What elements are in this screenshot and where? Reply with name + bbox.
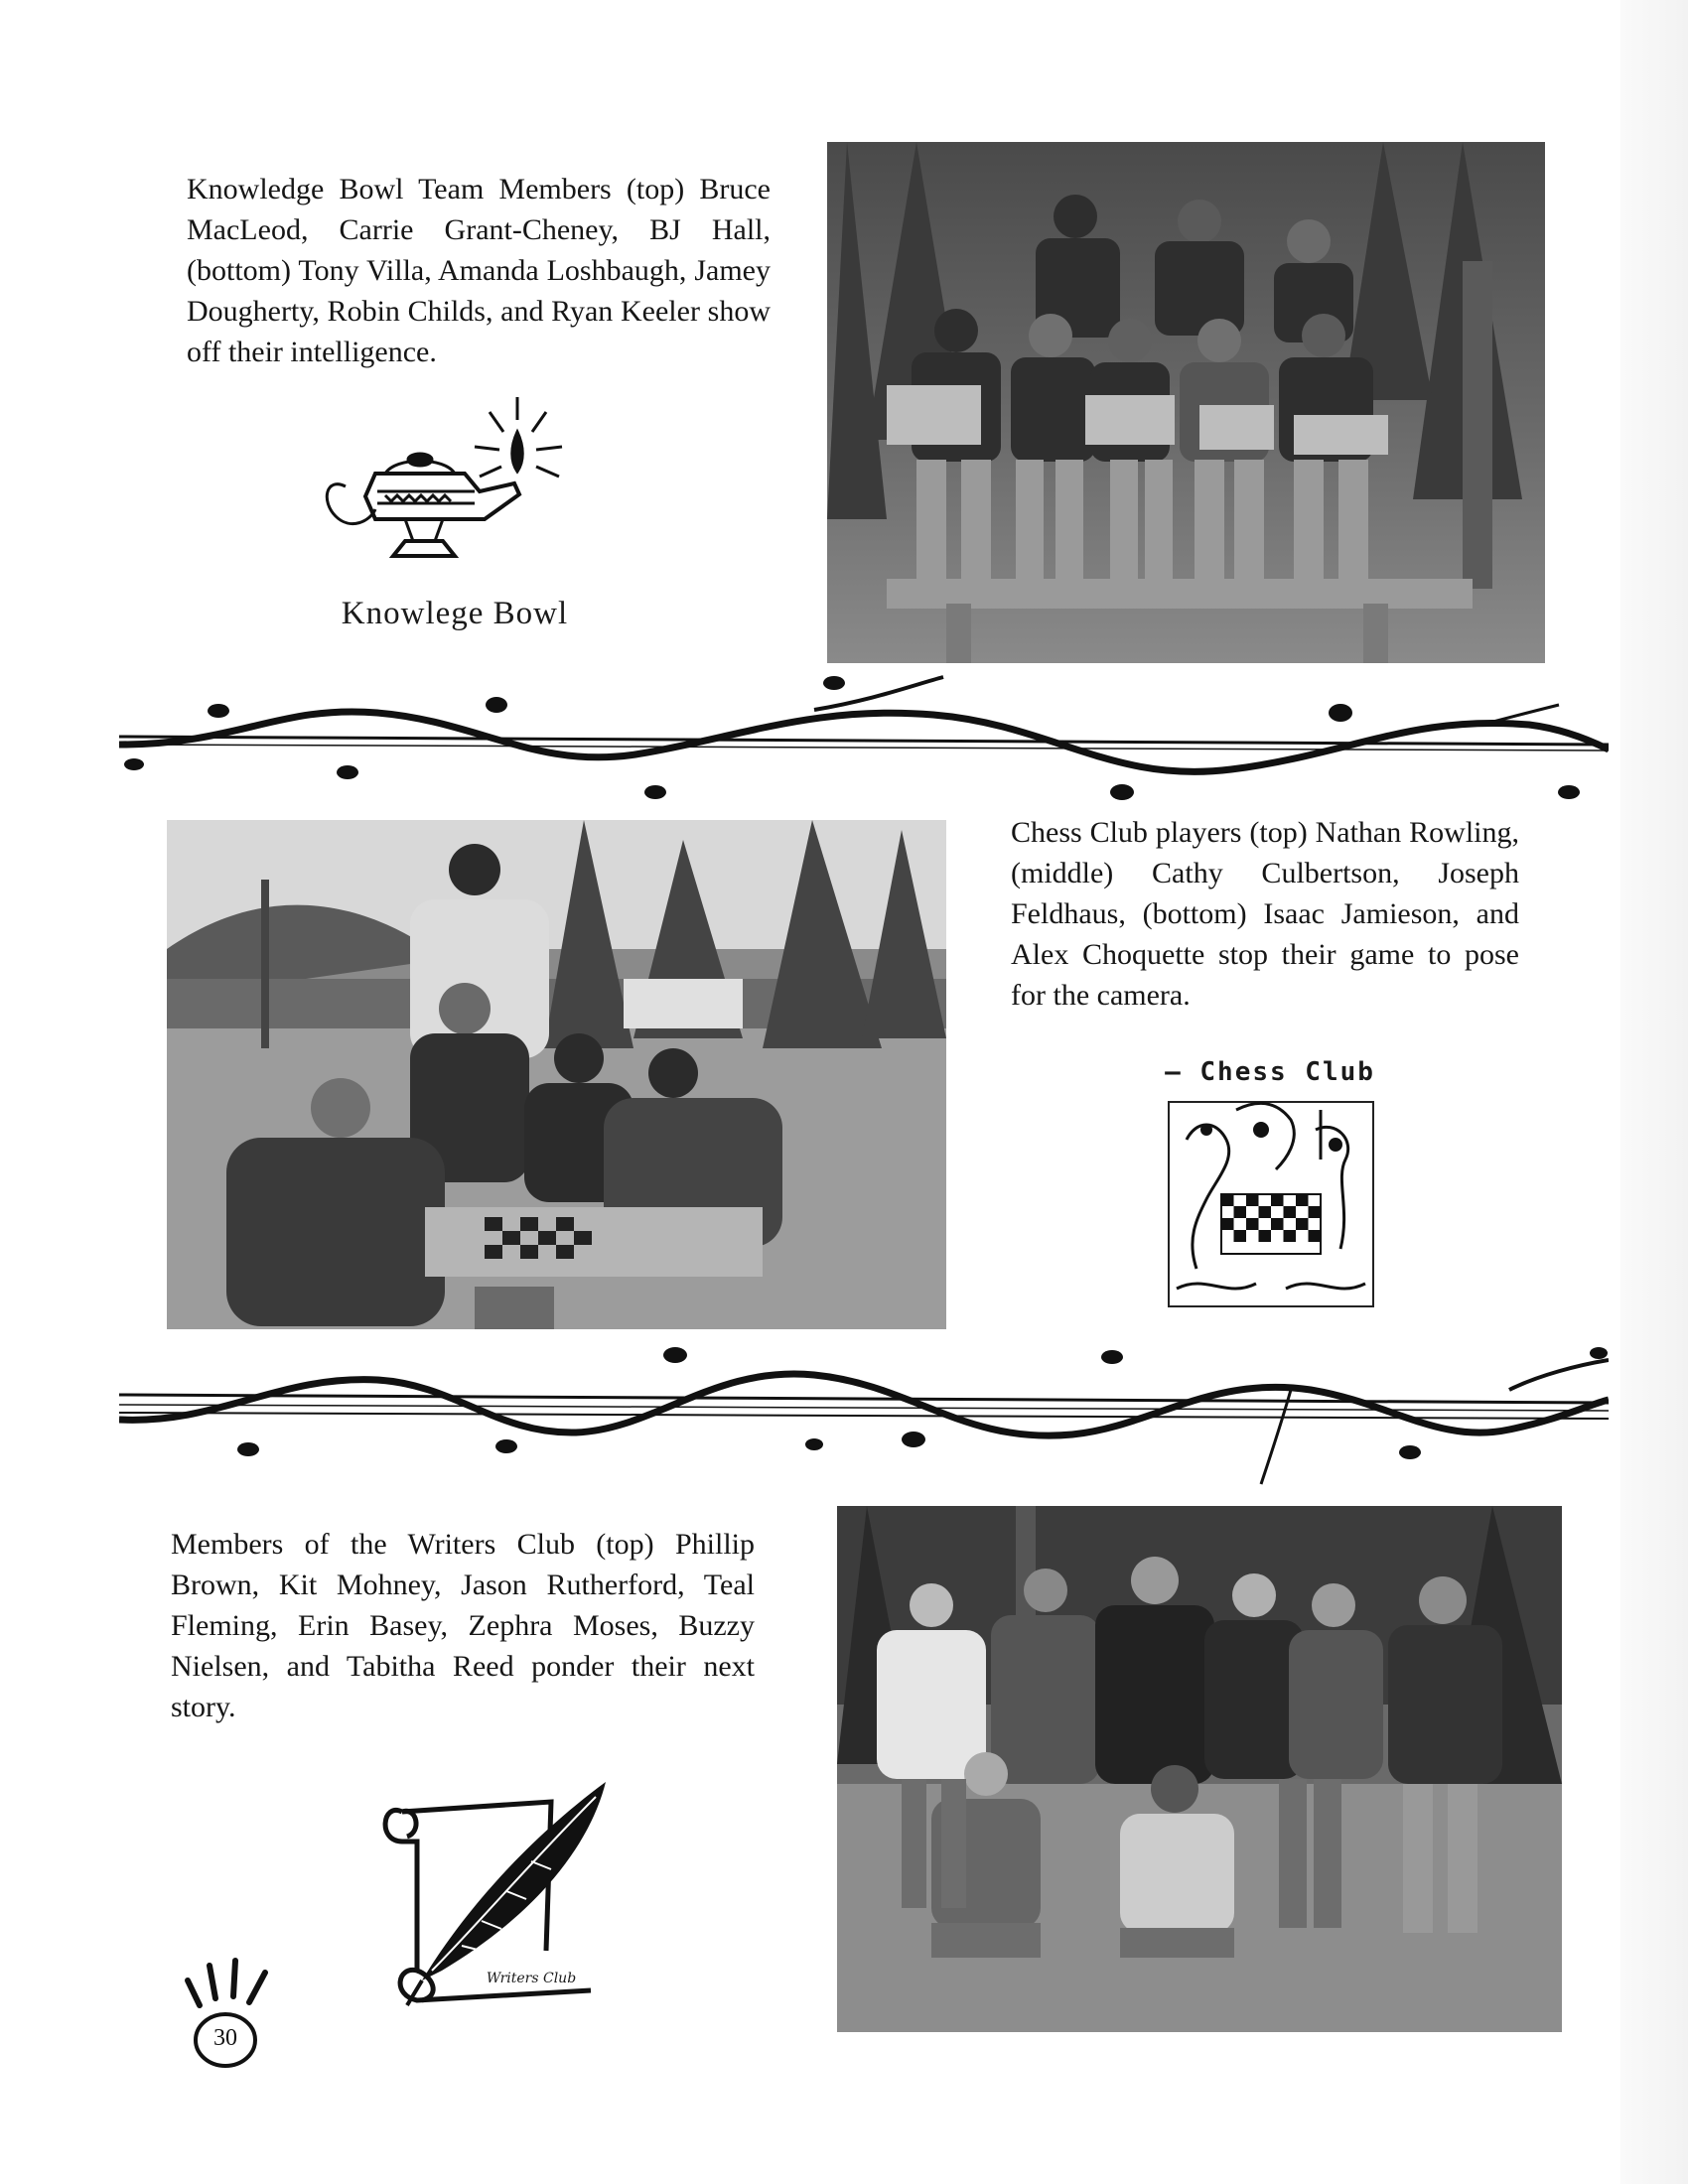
paw-icon xyxy=(174,1951,283,2075)
chess-players-icon xyxy=(1167,1100,1375,1308)
knowledge-bowl-label: Knowlege Bowl xyxy=(341,596,569,631)
knowledge-bowl-caption: Knowledge Bowl Team Members (top) Bruce MacLeod, Carrie Grant-Cheney, BJ Hall, (bottom) Tony Villa, Amanda Loshbaugh, Jamey Dougherty, Robin Childs, and Ryan Keeler show off their intelligence. xyxy=(187,173,771,368)
page-number: 30 xyxy=(213,2025,237,2051)
knowledge-bowl-photo xyxy=(827,142,1545,663)
oil-lamp-icon xyxy=(316,392,569,581)
vine-divider xyxy=(119,1335,1609,1494)
vine-divider xyxy=(119,675,1609,814)
writers-club-label: Writers Club xyxy=(486,1971,577,1986)
writers-club-caption: Members of the Writers Club (top) Phillip Brown, Kit Mohney, Jason Rutherford, Teal Fleming, Erin Basey, Zephra Moses, Buzzy Nielsen, and Tabitha Reed ponder their next story. xyxy=(171,1528,755,1723)
writers-club-photo xyxy=(837,1506,1562,2032)
chess-club-caption: Chess Club players (top) Nathan Rowling, (middle) Cathy Culbertson, Joseph Feldhaus, (bottom) Isaac Jamieson, and Alex Choquette stop their game to pose for the camera. xyxy=(1011,816,1519,1012)
chess-club-photo xyxy=(167,820,946,1329)
page-edge-shadow xyxy=(1620,0,1688,2184)
chess-club-label: — Chess Club xyxy=(1165,1057,1375,1087)
